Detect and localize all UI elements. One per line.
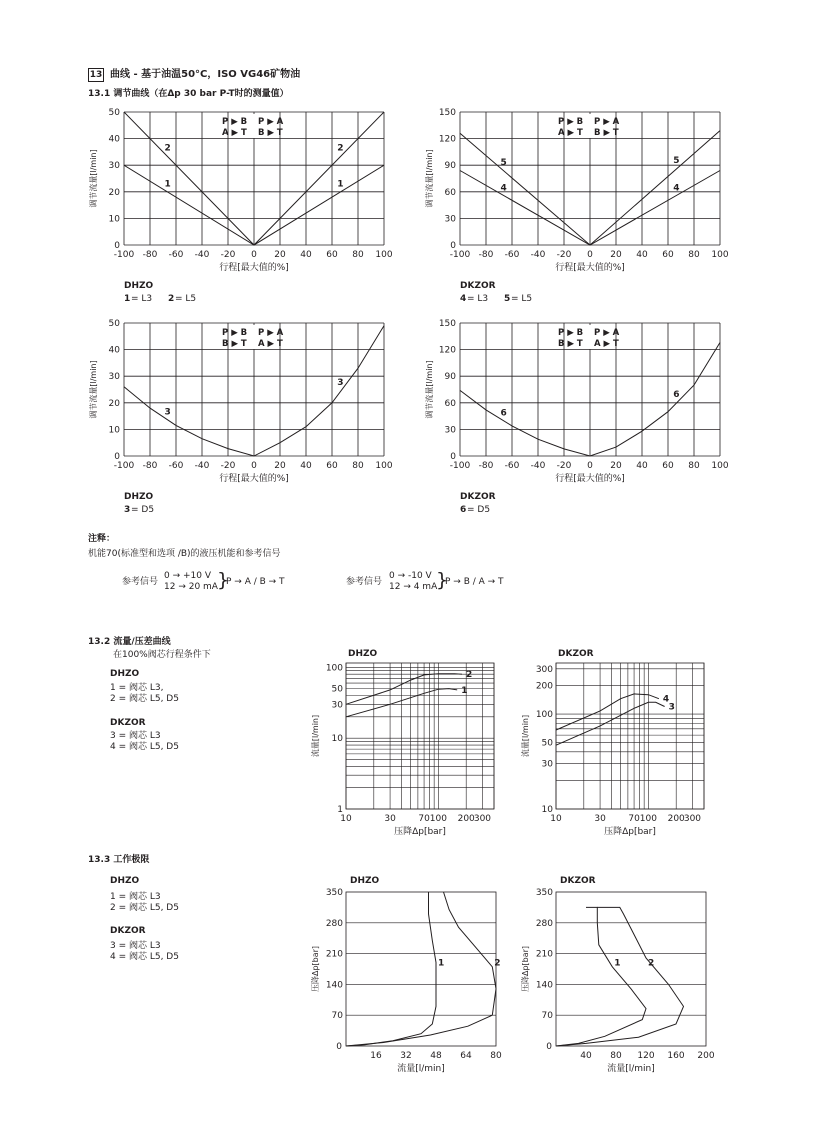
- curve-label: 4: [500, 183, 507, 194]
- curve-label: 2: [465, 670, 473, 681]
- y-tick-label: 120: [438, 134, 456, 145]
- curve-label: 5: [673, 156, 680, 167]
- y-tick-label: 0: [450, 241, 456, 251]
- y-tick-label: 1: [337, 805, 343, 815]
- y-tick-label: 350: [325, 888, 343, 898]
- x-tick-label: -100: [113, 461, 135, 471]
- direction-text: P ▶ B: [558, 117, 584, 127]
- sub3-legend-item: 2 = 阀芯 L5, D5: [110, 903, 179, 913]
- x-tick-label: 200: [697, 1051, 715, 1061]
- legend-num: 2: [168, 294, 175, 304]
- x-tick-label: -20: [556, 250, 572, 260]
- sub3-heading: 13.3 工作极限: [88, 855, 150, 865]
- sub2-subtitle: 在100%阀芯行程条件下: [113, 650, 211, 660]
- sub2-legend-item: 3 = 阀芯 L3: [110, 731, 161, 741]
- x-tick-label: -100: [449, 250, 471, 260]
- sub3-legend-item: 4 = 阀芯 L5, D5: [110, 952, 179, 962]
- ref1-result: P → A / B → T: [226, 577, 285, 587]
- y-tick-label: 0: [114, 241, 120, 251]
- x-tick-label: 20: [274, 461, 286, 471]
- plot-frame: [346, 892, 496, 1046]
- legend-num: 1: [124, 294, 131, 304]
- x-tick-label: 0: [587, 461, 593, 471]
- x-tick-label: -100: [449, 461, 471, 471]
- x-axis-label: 行程[最大值的%]: [219, 263, 289, 273]
- direction-text: A ▶ T: [594, 339, 619, 349]
- curve-label: 1: [164, 179, 171, 190]
- ref2-result: P → B / A → T: [445, 577, 504, 587]
- x-tick-label: 70: [418, 814, 430, 824]
- chart-name: DHZO: [348, 649, 378, 659]
- curve-label: 2: [648, 958, 655, 969]
- x-tick-label: 0: [587, 250, 593, 260]
- sub2-legend-item: 1 = 阀芯 L3,: [110, 683, 164, 693]
- x-tick-label: 48: [430, 1051, 442, 1061]
- direction-text: P ▶ A: [594, 328, 620, 338]
- x-tick-label: 0: [251, 461, 257, 471]
- x-tick-label: -100: [113, 250, 135, 260]
- ref1-brace: }: [217, 569, 230, 591]
- y-tick-label: 50: [331, 684, 343, 695]
- y-tick-label: 10: [108, 214, 120, 225]
- x-tick-label: 40: [300, 250, 312, 260]
- x-tick-label: 100: [375, 461, 393, 471]
- x-tick-label: 70: [628, 814, 640, 824]
- section-number: 13: [89, 70, 103, 80]
- direction-text: P ▶ B: [222, 328, 248, 338]
- x-tick-label: 200: [457, 814, 475, 824]
- y-tick-label: 50: [108, 108, 120, 118]
- y-tick-label: 90: [444, 161, 456, 172]
- direction-text: B ▶ T: [594, 128, 619, 138]
- plot-frame: [556, 892, 706, 1046]
- curve-label: 1: [614, 958, 621, 969]
- x-tick-label: 60: [326, 250, 338, 260]
- curve-label: 6: [500, 408, 507, 419]
- y-axis-label: 流量[l/min]: [311, 714, 320, 758]
- legend-eq: = L5: [511, 294, 533, 304]
- y-tick-label: 10: [331, 734, 343, 745]
- y-tick-label: 0: [114, 452, 120, 462]
- sub2-legend-item: 2 = 阀芯 L5, D5: [110, 694, 179, 704]
- x-tick-label: 16: [370, 1051, 382, 1061]
- direction-text: A ▶ T: [558, 128, 583, 138]
- legend-eq: = D5: [467, 505, 491, 515]
- y-tick-label: 40: [108, 345, 120, 356]
- x-tick-label: -80: [142, 250, 158, 260]
- curve-1: [346, 892, 436, 1046]
- ref1-a: 0 → +10 V: [164, 571, 211, 581]
- y-tick-label: 0: [450, 452, 456, 462]
- x-tick-label: 80: [352, 461, 364, 471]
- x-tick-label: -40: [194, 461, 210, 471]
- direction-text: P ▶ A: [258, 328, 284, 338]
- x-axis-label: 行程[最大值的%]: [219, 474, 289, 484]
- x-axis-label: 流量[l/min]: [607, 1064, 655, 1074]
- legend-num: 3: [124, 505, 131, 515]
- curve-label: 1: [438, 958, 445, 969]
- curve-label: 1: [461, 685, 468, 696]
- x-tick-label: 60: [662, 250, 674, 260]
- curve-label: 5: [500, 158, 507, 169]
- sub3-legend-dhzo: DHZO: [110, 876, 140, 886]
- curve-label: 2: [494, 958, 501, 969]
- x-axis-label: 压降Δp[bar]: [604, 827, 656, 837]
- y-tick-label: 10: [541, 805, 553, 815]
- curve-label: 1: [337, 179, 344, 190]
- chart-name: DHZO: [124, 492, 154, 502]
- x-tick-label: 120: [637, 1051, 655, 1061]
- x-tick-label: -60: [168, 461, 184, 471]
- y-tick-label: 30: [541, 759, 553, 770]
- x-tick-label: 100: [711, 250, 729, 260]
- sub1-heading: 13.1 调节曲线（在Δp 30 bar P-T时的测量值）: [88, 89, 289, 99]
- x-tick-label: -80: [478, 250, 494, 260]
- y-tick-label: 50: [541, 738, 553, 749]
- chart-limit-dhzo: [306, 872, 516, 1072]
- chart-c1: [84, 104, 404, 304]
- chart-name: DKZOR: [560, 876, 596, 886]
- sub2-legend-dhzo: DHZO: [110, 669, 140, 679]
- legend-eq: = D5: [131, 505, 155, 515]
- chart-name: DKZOR: [558, 649, 594, 659]
- x-tick-label: 60: [662, 461, 674, 471]
- y-tick-label: 120: [438, 345, 456, 356]
- y-tick-label: 30: [108, 161, 120, 172]
- x-tick-label: 80: [352, 250, 364, 260]
- x-tick-label: 100: [639, 814, 657, 824]
- sub3-legend-dkzor: DKZOR: [110, 926, 146, 936]
- x-tick-label: 80: [688, 250, 700, 260]
- y-tick-label: 350: [535, 888, 553, 898]
- x-axis-label: 压降Δp[bar]: [394, 827, 446, 837]
- legend-eq: = L3: [131, 294, 153, 304]
- x-tick-label: -40: [530, 250, 546, 260]
- x-axis-label: 行程[最大值的%]: [555, 474, 625, 484]
- x-tick-label: 200: [667, 814, 685, 824]
- x-tick-label: -20: [220, 461, 236, 471]
- y-tick-label: 200: [535, 681, 553, 692]
- y-axis-label: 压降Δp[bar]: [521, 945, 530, 993]
- x-tick-label: 32: [400, 1051, 412, 1061]
- curve-1: [556, 907, 646, 1046]
- y-tick-label: 150: [438, 319, 456, 329]
- y-tick-label: 90: [444, 372, 456, 383]
- x-tick-label: 300: [683, 814, 702, 824]
- direction-text: B ▶ T: [258, 128, 283, 138]
- x-tick-label: 20: [274, 250, 286, 260]
- y-tick-label: 100: [535, 710, 553, 721]
- chart-flow-dkzor: [516, 645, 726, 845]
- chart-c4: [420, 315, 740, 515]
- x-axis-label: 流量[l/min]: [397, 1064, 445, 1074]
- sub2-legend-item: 4 = 阀芯 L5, D5: [110, 742, 179, 752]
- y-tick-label: 300: [535, 664, 553, 675]
- y-tick-label: 0: [546, 1042, 552, 1052]
- x-tick-label: 80: [688, 461, 700, 471]
- direction-text: B ▶ T: [558, 339, 583, 349]
- direction-text: B ▶ T: [222, 339, 247, 349]
- direction-text: A ▶ T: [222, 128, 247, 138]
- y-tick-label: 0: [336, 1042, 342, 1052]
- legend-num: 4: [460, 294, 467, 304]
- x-tick-label: -40: [194, 250, 210, 260]
- x-tick-label: -80: [478, 461, 494, 471]
- chart-name: DKZOR: [460, 492, 496, 502]
- sub3-legend-item: 3 = 阀芯 L3: [110, 941, 161, 951]
- legend-num: 5: [504, 294, 511, 304]
- y-tick-label: 40: [108, 134, 120, 145]
- x-tick-label: -40: [530, 461, 546, 471]
- y-tick-label: 210: [325, 949, 343, 960]
- x-tick-label: -20: [220, 250, 236, 260]
- y-tick-label: 10: [108, 425, 120, 436]
- curve-2: [556, 907, 684, 1046]
- y-tick-label: 140: [325, 980, 343, 991]
- x-tick-label: -60: [504, 461, 520, 471]
- legend-eq: = L3: [467, 294, 489, 304]
- y-axis-label: 调节流量[l/min]: [425, 149, 434, 208]
- y-tick-label: 280: [535, 918, 553, 929]
- y-tick-label: 30: [331, 700, 343, 711]
- x-tick-label: 30: [594, 814, 606, 824]
- x-axis-label: 行程[最大值的%]: [555, 263, 625, 273]
- sub3-legend-item: 1 = 阀芯 L3: [110, 892, 161, 902]
- curve-2: [346, 892, 496, 1046]
- chart-name: DKZOR: [460, 281, 496, 291]
- curve-label: 2: [164, 143, 171, 154]
- x-tick-label: -80: [142, 461, 158, 471]
- curve-label: 4: [662, 694, 670, 705]
- y-tick-label: 100: [325, 663, 343, 674]
- chart-name: DHZO: [350, 876, 380, 886]
- direction-text: P ▶ A: [594, 117, 620, 127]
- ref2-a: 0 → -10 V: [389, 571, 432, 581]
- section-title: 曲线 - 基于油温50°C，ISO VG46矿物油: [110, 69, 301, 80]
- y-tick-label: 20: [108, 398, 120, 409]
- ref1-label: 参考信号: [122, 577, 159, 587]
- chart-c3: [84, 315, 404, 515]
- x-tick-label: 40: [636, 250, 648, 260]
- ref2-b: 12 → 4 mA: [389, 582, 438, 592]
- x-tick-label: 0: [251, 250, 257, 260]
- sub2-heading: 13.2 流量/压差曲线: [88, 637, 171, 647]
- curve-4: [556, 694, 659, 730]
- x-tick-label: 20: [610, 250, 622, 260]
- y-tick-label: 30: [444, 425, 456, 436]
- y-tick-label: 60: [444, 398, 456, 409]
- direction-text: A ▶ T: [258, 339, 283, 349]
- direction-text: P ▶ A: [258, 117, 284, 127]
- notes-line: 机能70(标准型和选项 /B)的液压机能和参考信号: [88, 549, 281, 559]
- y-axis-label: 压降Δp[bar]: [311, 945, 320, 993]
- x-tick-label: 100: [375, 250, 393, 260]
- y-tick-label: 50: [108, 319, 120, 329]
- y-tick-label: 30: [444, 214, 456, 225]
- y-tick-label: 150: [438, 108, 456, 118]
- curve-label: 4: [673, 183, 680, 194]
- direction-text: P ▶ B: [222, 117, 248, 127]
- sub2-legend-dkzor: DKZOR: [110, 718, 146, 728]
- x-tick-label: 40: [300, 461, 312, 471]
- x-tick-label: 60: [326, 461, 338, 471]
- curve-label: 2: [337, 143, 344, 154]
- x-tick-label: 64: [460, 1051, 472, 1061]
- y-axis-label: 调节流量[l/min]: [425, 360, 434, 419]
- x-tick-label: 40: [636, 461, 648, 471]
- x-tick-label: 160: [667, 1051, 685, 1061]
- y-tick-label: 280: [325, 918, 343, 929]
- chart-c2: [420, 104, 740, 304]
- x-tick-label: 80: [490, 1051, 502, 1061]
- y-tick-label: 70: [541, 1011, 553, 1022]
- y-axis-label: 调节流量[l/min]: [89, 360, 98, 419]
- legend-eq: = L5: [175, 294, 197, 304]
- x-tick-label: 100: [711, 461, 729, 471]
- x-tick-label: 100: [429, 814, 447, 824]
- y-axis-label: 调节流量[l/min]: [89, 149, 98, 208]
- x-tick-label: 40: [580, 1051, 592, 1061]
- notes-heading: 注释：: [88, 534, 116, 544]
- chart-name: DHZO: [124, 281, 154, 291]
- curve-label: 3: [668, 702, 675, 713]
- y-tick-label: 210: [535, 949, 553, 960]
- plot-frame: [346, 663, 494, 809]
- x-tick-label: 80: [610, 1051, 622, 1061]
- x-tick-label: -60: [168, 250, 184, 260]
- y-tick-label: 60: [444, 187, 456, 198]
- x-tick-label: 10: [340, 814, 352, 824]
- curve-label: 3: [164, 407, 171, 418]
- y-tick-label: 140: [535, 980, 553, 991]
- y-axis-label: 流量[l/min]: [521, 714, 530, 758]
- ref2-brace: }: [436, 569, 449, 591]
- x-tick-label: 300: [473, 814, 492, 824]
- chart-limit-dkzor: [516, 872, 726, 1072]
- x-tick-label: -20: [556, 461, 572, 471]
- curve-label: 3: [337, 377, 344, 388]
- ref1-b: 12 → 20 mA: [164, 582, 218, 592]
- y-tick-label: 30: [108, 372, 120, 383]
- direction-text: P ▶ B: [558, 328, 584, 338]
- curve-label: 6: [673, 390, 680, 401]
- legend-num: 6: [460, 505, 467, 515]
- ref2-label: 参考信号: [346, 577, 383, 587]
- x-tick-label: 20: [610, 461, 622, 471]
- y-tick-label: 70: [331, 1011, 343, 1022]
- x-tick-label: -60: [504, 250, 520, 260]
- x-tick-label: 30: [384, 814, 396, 824]
- x-tick-label: 10: [550, 814, 562, 824]
- y-tick-label: 20: [108, 187, 120, 198]
- chart-flow-dhzo: [306, 645, 516, 845]
